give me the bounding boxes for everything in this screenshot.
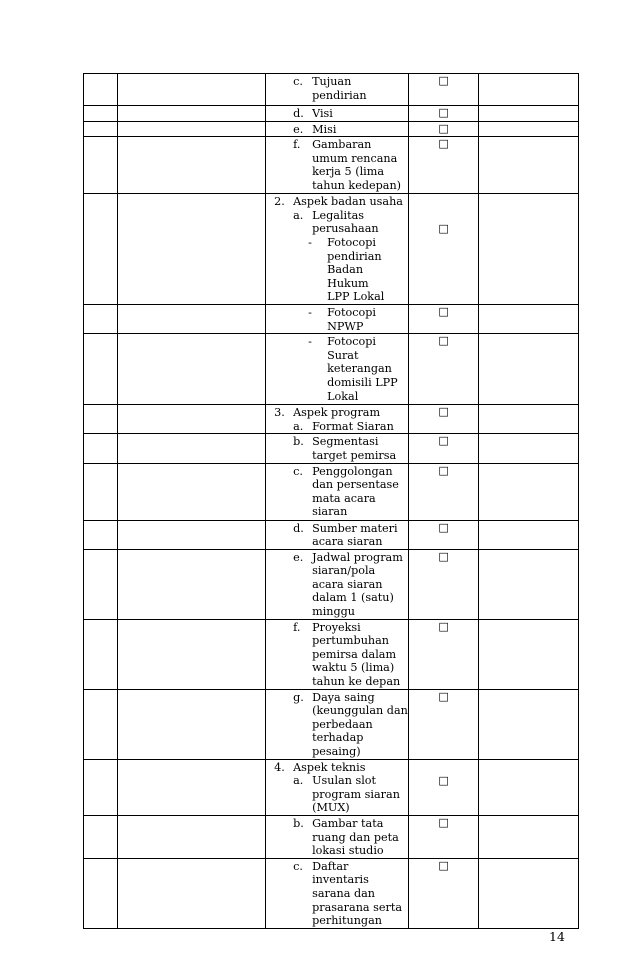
document-item-cell — [266, 121, 409, 137]
table-row — [84, 137, 579, 194]
table-row — [84, 74, 579, 106]
checkbox-cell — [408, 137, 478, 194]
list-item-marker: f. — [293, 620, 301, 634]
document-item-cell — [266, 137, 409, 194]
notes-cell — [479, 137, 579, 194]
list-item — [266, 860, 408, 928]
document-item-cell — [266, 759, 409, 815]
notes-cell — [479, 194, 579, 305]
list-item-text: Format Siaran — [312, 419, 394, 433]
list-item — [266, 209, 408, 236]
list-item — [266, 195, 408, 209]
notes-cell — [479, 759, 579, 815]
list-item-marker: a. — [293, 208, 304, 222]
notes-cell — [479, 619, 579, 689]
list-item — [266, 691, 408, 759]
checkbox-symbol: □ — [438, 334, 449, 348]
list-item-marker: e. — [293, 122, 304, 136]
number-cell — [84, 334, 118, 405]
list-item-marker: b. — [293, 435, 304, 449]
number-cell — [84, 463, 118, 520]
description-cell — [118, 304, 266, 333]
checkbox-symbol: □ — [438, 74, 449, 87]
list-item-text: Gambaran umum rencana kerja 5 (lima tahun kedepan) — [312, 138, 402, 192]
list-item-text: Aspek program — [293, 406, 381, 420]
list-item-text: Misi — [312, 122, 337, 136]
checkbox-cell — [408, 334, 478, 405]
notes-cell — [479, 405, 579, 434]
checkbox-cell — [408, 858, 478, 928]
number-cell — [84, 194, 118, 305]
list-item-marker: c. — [293, 464, 303, 478]
number-cell — [84, 121, 118, 137]
notes-cell — [479, 334, 579, 405]
checkbox-symbol: □ — [438, 222, 449, 236]
checkbox-symbol: □ — [438, 121, 449, 135]
table-row — [84, 520, 579, 549]
list-item-text: Usulan slot program siaran (MUX) — [312, 774, 400, 815]
checkbox-cell — [408, 689, 478, 759]
document-item-cell — [266, 194, 409, 305]
table-row — [84, 815, 579, 858]
description-cell — [118, 520, 266, 549]
list-item — [266, 107, 408, 121]
list-item — [266, 551, 408, 619]
checkbox-cell — [408, 304, 478, 333]
table-row — [84, 619, 579, 689]
description-cell — [118, 858, 266, 928]
notes-cell — [479, 304, 579, 333]
table-row — [84, 434, 579, 463]
list-item-text: Segmentasi target pemirsa — [312, 435, 397, 462]
checkbox-symbol: □ — [438, 619, 449, 633]
notes-cell — [479, 689, 579, 759]
list-item-text: Aspek badan usaha — [293, 195, 403, 209]
table-row — [84, 405, 579, 434]
notes-cell — [479, 549, 579, 619]
document-item-cell — [266, 463, 409, 520]
list-item-marker: 2. — [274, 195, 285, 209]
list-item-marker: 4. — [274, 760, 285, 774]
description-cell — [118, 689, 266, 759]
description-cell — [118, 194, 266, 305]
list-item-marker: a. — [293, 419, 304, 433]
list-item-text: Sumber materi acara siaran — [312, 521, 398, 549]
document-item-cell — [266, 689, 409, 759]
checkbox-cell — [408, 815, 478, 858]
list-item-text: Daftar inventaris sarana dan prasarana serta perhitungan — [312, 859, 403, 928]
list-item-text: Aspek teknis — [293, 760, 366, 774]
table-row — [84, 858, 579, 928]
list-item — [266, 522, 408, 549]
table-row — [84, 194, 579, 305]
list-item-text: Tujuan pendirian — [312, 75, 367, 102]
list-item — [266, 123, 408, 137]
list-item-marker: e. — [293, 550, 304, 564]
list-item — [266, 435, 408, 462]
description-cell — [118, 759, 266, 815]
table-row — [84, 304, 579, 333]
notes-cell — [479, 434, 579, 463]
list-item-text: Fotocopi NPWP — [327, 305, 376, 333]
checkbox-cell — [408, 434, 478, 463]
document-item-cell — [266, 858, 409, 928]
checkbox-symbol: □ — [438, 689, 449, 703]
notes-cell — [479, 858, 579, 928]
checkbox-symbol: □ — [438, 858, 449, 872]
table-row — [84, 121, 579, 137]
list-item-text: Penggolongan dan persentase mata acara siaran — [312, 464, 399, 519]
list-item-marker: c. — [293, 75, 303, 88]
document-item-cell — [266, 549, 409, 619]
list-item — [266, 774, 408, 815]
checkbox-symbol: □ — [438, 434, 449, 448]
checkbox-symbol: □ — [438, 815, 449, 829]
list-item — [266, 817, 408, 858]
document-item-cell — [266, 520, 409, 549]
number-cell — [84, 434, 118, 463]
notes-cell — [479, 74, 579, 106]
list-item-marker: - — [308, 335, 312, 349]
checkbox-cell — [408, 106, 478, 122]
list-item-marker: d. — [293, 107, 304, 120]
notes-cell — [479, 520, 579, 549]
list-item-marker: f. — [293, 138, 301, 152]
list-item-text: Fotocopi Surat keterangan domisili LPP Lokal — [327, 335, 398, 403]
list-item-text: Legalitas perusahaan — [312, 208, 379, 236]
description-cell — [118, 619, 266, 689]
description-cell — [118, 121, 266, 137]
number-cell — [84, 137, 118, 194]
list-item — [266, 406, 408, 420]
description-cell — [118, 106, 266, 122]
description-cell — [118, 815, 266, 858]
number-cell — [84, 304, 118, 333]
table-row — [84, 463, 579, 520]
list-item — [266, 306, 408, 333]
checkbox-symbol: □ — [438, 520, 449, 534]
list-item-marker: b. — [293, 816, 304, 830]
notes-cell — [479, 121, 579, 137]
number-cell — [84, 405, 118, 434]
list-item-marker: c. — [293, 859, 303, 873]
checkbox-symbol: □ — [438, 137, 449, 151]
number-cell — [84, 74, 118, 106]
description-cell — [118, 334, 266, 405]
number-cell — [84, 520, 118, 549]
requirements-table — [83, 73, 579, 929]
table-row — [84, 689, 579, 759]
table-row — [84, 549, 579, 619]
document-item-cell — [266, 815, 409, 858]
table-row — [84, 334, 579, 405]
table-row — [84, 106, 579, 122]
checkbox-cell — [408, 549, 478, 619]
list-item — [266, 621, 408, 689]
list-item — [266, 335, 408, 403]
list-item — [266, 138, 408, 192]
checkbox-cell — [408, 74, 478, 106]
document-item-cell — [266, 304, 409, 333]
number-cell — [84, 858, 118, 928]
page-number: 14 — [549, 929, 565, 944]
document-item-cell — [266, 405, 409, 434]
list-item-marker: - — [308, 305, 312, 319]
checkbox-symbol: □ — [438, 304, 449, 318]
list-item — [266, 761, 408, 775]
description-cell — [118, 74, 266, 106]
table-row — [84, 759, 579, 815]
description-cell — [118, 137, 266, 194]
checkbox-cell — [408, 194, 478, 305]
number-cell — [84, 619, 118, 689]
description-cell — [118, 549, 266, 619]
list-item-text: Fotocopi pendirian Badan Hukum LPP Lokal — [327, 235, 385, 304]
checkbox-symbol: □ — [438, 773, 449, 787]
notes-cell — [479, 106, 579, 122]
number-cell — [84, 106, 118, 122]
list-item-text: Gambar tata ruang dan peta lokasi studio — [312, 816, 399, 858]
checkbox-cell — [408, 520, 478, 549]
list-item-text: Daya saing (keunggulan dan perbedaan terhadap pesaing) — [312, 690, 408, 758]
description-cell — [118, 463, 266, 520]
checkbox-cell — [408, 463, 478, 520]
list-item-marker: g. — [293, 690, 304, 704]
list-item-marker: 3. — [274, 406, 285, 420]
notes-cell — [479, 815, 579, 858]
document-item-cell — [266, 334, 409, 405]
document-item-cell — [266, 74, 409, 106]
list-item-marker: a. — [293, 774, 304, 788]
list-item — [266, 465, 408, 519]
number-cell — [84, 815, 118, 858]
checkbox-cell — [408, 619, 478, 689]
number-cell — [84, 549, 118, 619]
list-item — [266, 420, 408, 434]
checkbox-symbol: □ — [438, 405, 449, 419]
spacer — [409, 208, 478, 222]
description-cell — [118, 434, 266, 463]
description-cell — [118, 405, 266, 434]
list-item-text: Jadwal program siaran/pola acara siaran dalam 1 (satu) minggu — [312, 550, 403, 619]
list-item-marker: d. — [293, 521, 304, 535]
list-item-text: Proyeksi pertumbuhan pemirsa dalam waktu 5 (lima) tahun ke depan — [312, 620, 401, 689]
number-cell — [84, 759, 118, 815]
list-item-marker: - — [308, 235, 312, 249]
checkbox-cell — [408, 121, 478, 137]
notes-cell — [479, 463, 579, 520]
number-cell — [84, 689, 118, 759]
document-item-cell — [266, 434, 409, 463]
document-item-cell — [266, 106, 409, 122]
checkbox-symbol: □ — [438, 106, 449, 119]
list-item — [266, 75, 408, 102]
list-item — [266, 236, 408, 304]
checkbox-symbol: □ — [438, 549, 449, 563]
checkbox-symbol: □ — [438, 463, 449, 477]
document-item-cell — [266, 619, 409, 689]
list-item-text: Visi — [312, 107, 333, 120]
